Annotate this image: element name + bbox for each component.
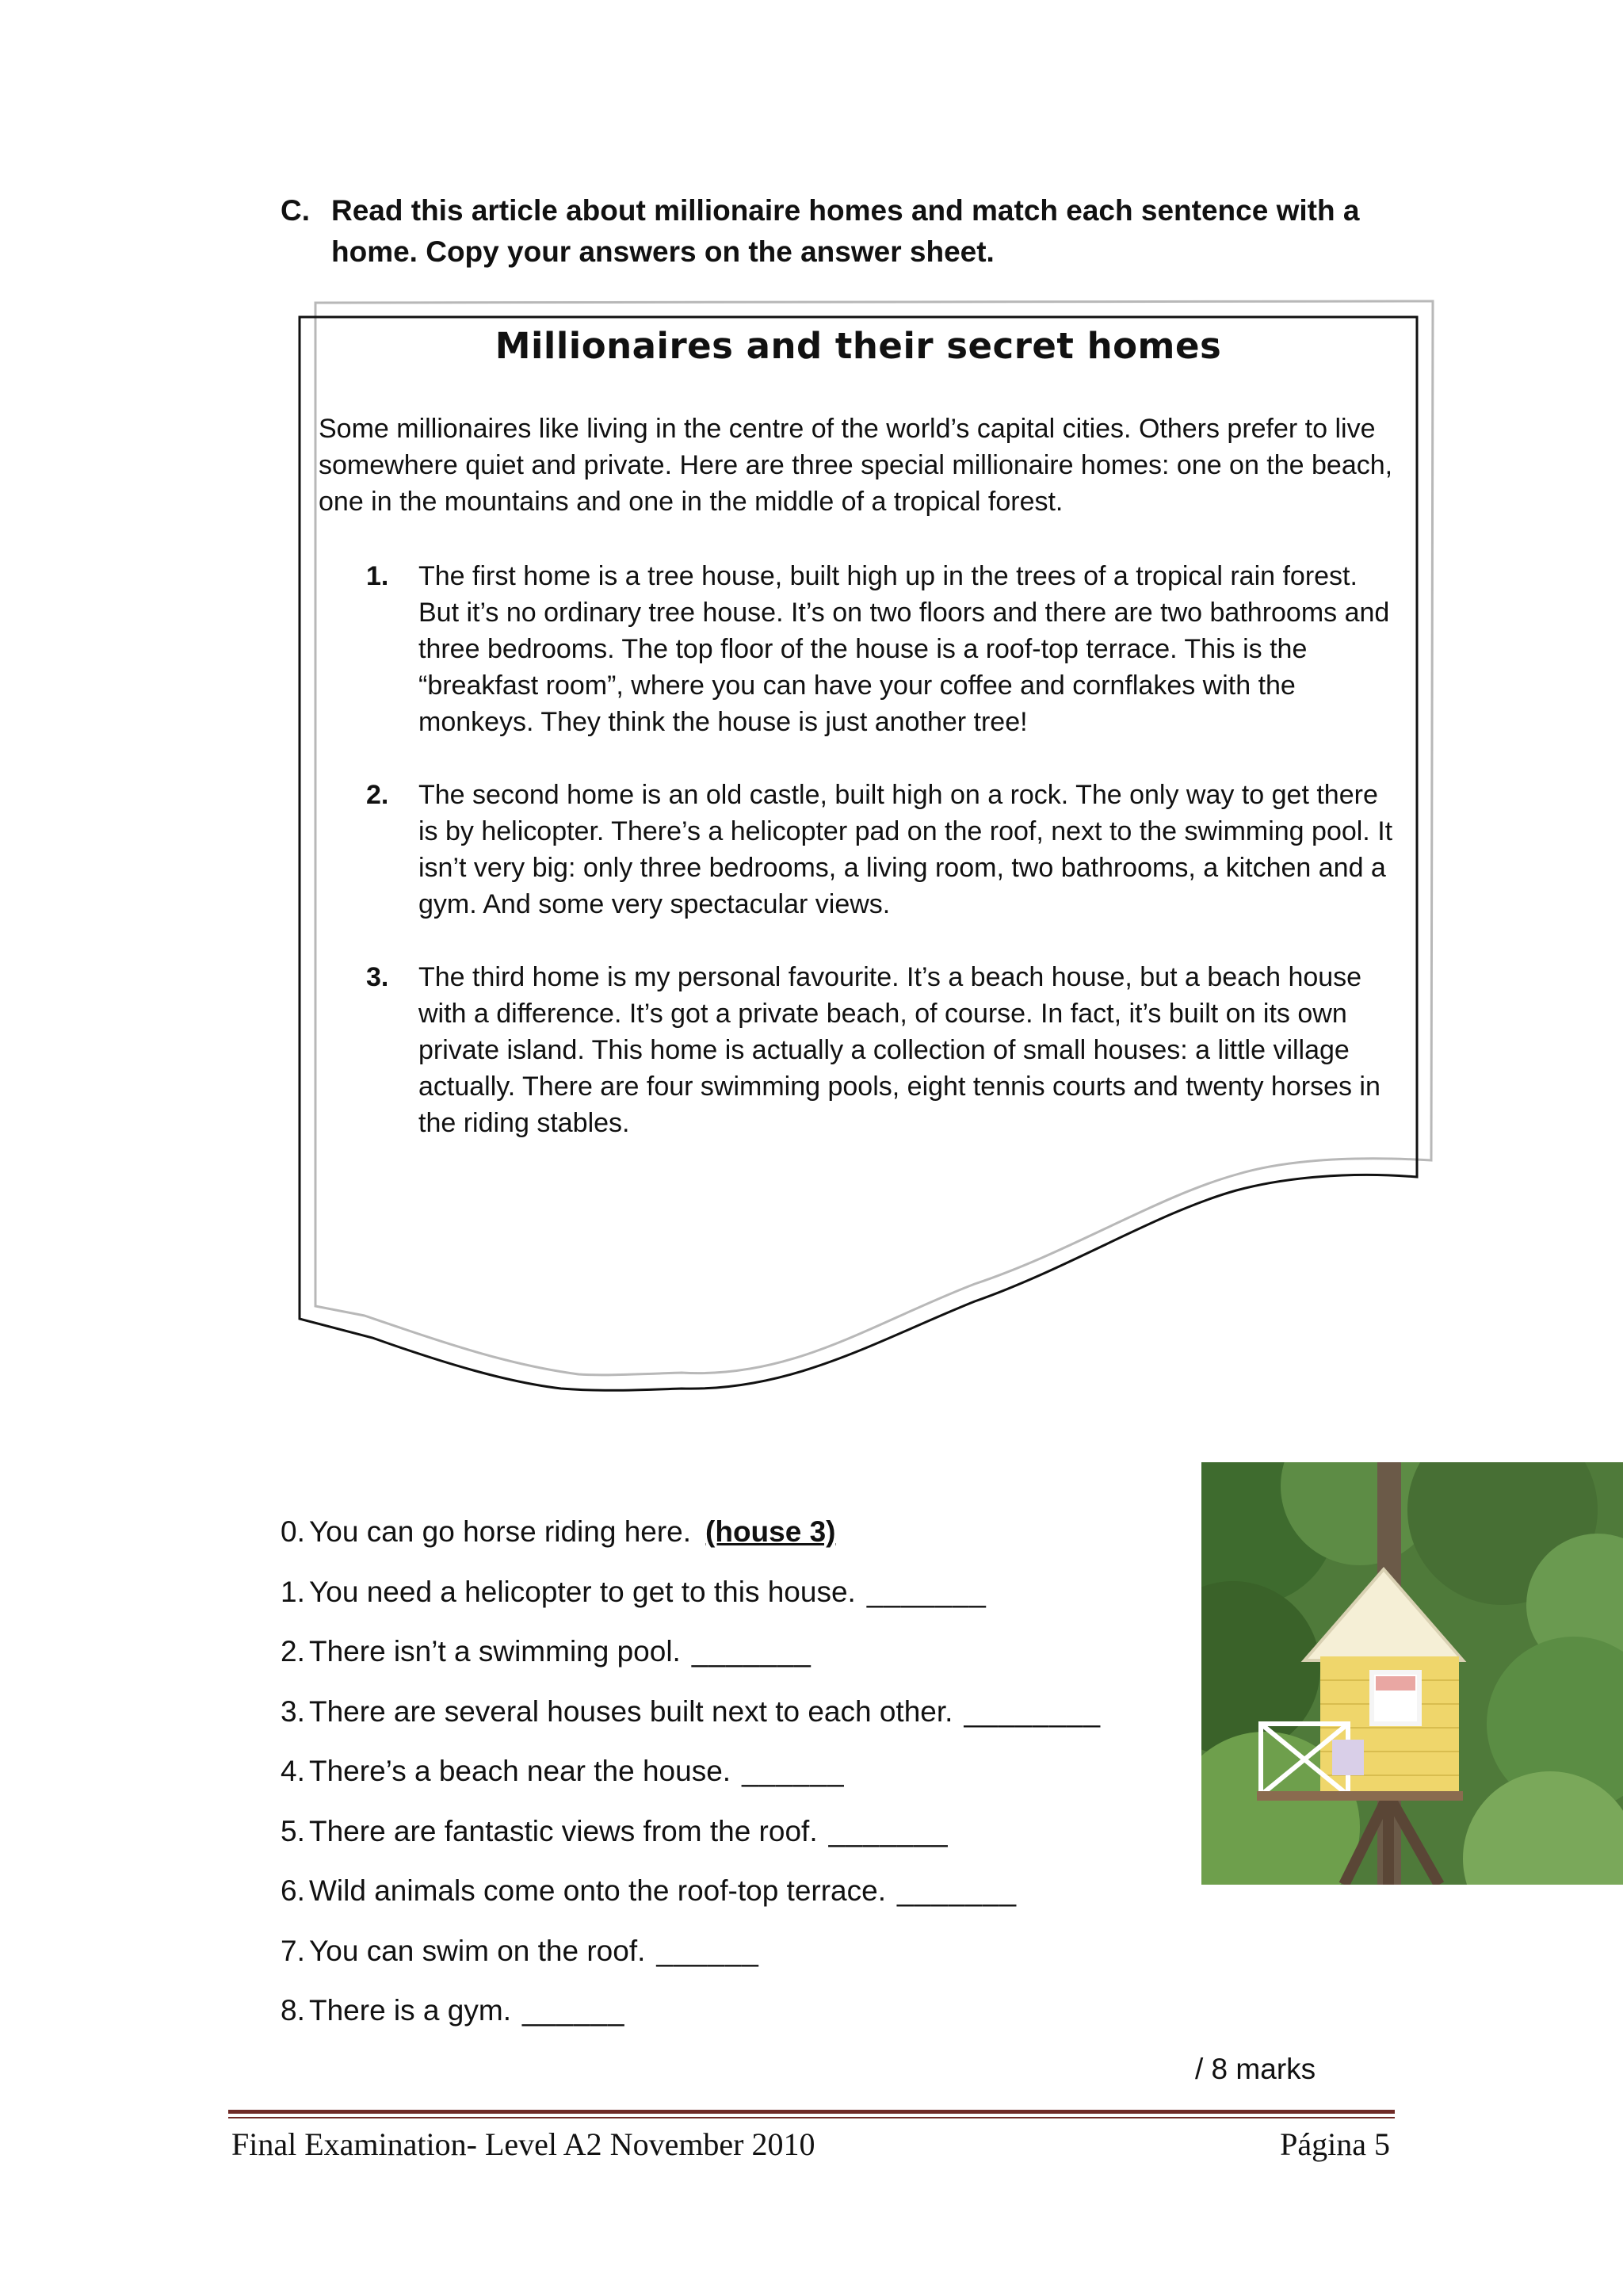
question-number: 5. [281,1814,305,1847]
marks-total: / 8 marks [1195,2053,1316,2085]
question-text: Wild animals come onto the roof-top terrace. [309,1874,886,1907]
question-row [281,1691,1192,1752]
question-text: There are fantastic views from the roof. [309,1814,818,1847]
item-text: The first home is a tree house, built high up in the trees of a tropical rain forest. But it’s no ordinary tree house. It’s on two floors and there are two bathrooms and three bedrooms. The top floor of the house is a roof-top terrace. This is the “breakfast room”, where you can have your coffee and cornflakes with the monkeys. They think the house is just another tree! [418,561,1390,737]
article-item [366,777,1396,923]
question-text: You need a helicopter to get to this house. [309,1575,856,1608]
tree-house-photo [1201,1462,1623,1885]
question-row [281,1511,1192,1572]
article-title: Millionaires and their secret homes [495,325,1222,367]
question-text: There’s a beach near the house. [309,1755,731,1787]
exercise-letter: C. [281,194,310,227]
question-row [281,1931,1192,1991]
answer-blank[interactable]: ______ [742,1755,845,1787]
item-number: 1. [366,561,389,591]
article-intro: Some millionaires like living in the centre of the world’s capital cities. Others prefer to live somewhere quiet and private. Here are three special millionaire homes: one on the beach, one in the mountains and one in the middle of a tropical forest. [319,414,1393,517]
question-row [281,1751,1192,1811]
question-text: You can go horse riding here. [309,1515,692,1548]
footer-exam-title: Final Examination- Level A2 November 2010 [231,2126,815,2162]
article-item [366,558,1396,740]
footer-rule [228,2110,1395,2114]
question-number: 7. [281,1934,305,1967]
answer-blank[interactable]: ______ [656,1934,759,1967]
question-number: 2. [281,1635,305,1668]
article-item [366,959,1396,1141]
item-number: 2. [366,780,389,810]
footer-page-number: Página 5 [1280,2126,1390,2162]
question-number: 6. [281,1874,305,1907]
item-text: The third home is my personal favourite. It’s a beach house, but a beach house with a difference. It’s got a private beach, of course. In fact, it’s built on its own private island. This home is actually a collection of small houses: a little village actually. There are four swimming pools, eight tennis courts and twenty horses in the riding stables. [418,962,1381,1138]
example-answer: (house 3) [705,1515,836,1548]
question-row [281,1631,1192,1691]
item-text: The second home is an old castle, built high on a rock. The only way to get there is by helicopter. There’s a helicopter pad on the roof, next to the swimming pool. It isn’t very big: only three bedrooms, a living room, two bathrooms, a kitchen and a gym. And some very spectacular views. [418,780,1393,919]
question-text: You can swim on the roof. [309,1934,646,1967]
question-text: There are several houses built next to each other. [309,1694,953,1728]
answer-blank[interactable]: ______ [521,1994,625,2027]
instruction-text: Read this article about millionaire homes and match each sentence with a home. Copy your answers on the answer sheet. [331,194,1360,268]
footer-rule-thin [228,2117,1395,2118]
answer-blank[interactable]: _______ [691,1635,812,1668]
question-row [281,1572,1192,1632]
question-number: 1. [281,1575,305,1608]
question-number: 3. [281,1694,305,1728]
question-row [281,1811,1192,1871]
question-number: 0. [281,1515,305,1548]
question-text: There is a gym. [309,1994,511,2027]
matching-questions [281,1511,1192,2050]
question-row [281,1990,1192,2050]
question-number: 8. [281,1994,305,2027]
item-number: 3. [366,962,389,992]
answer-blank[interactable]: _______ [897,1874,1018,1907]
question-row [281,1870,1192,1931]
question-text: There isn’t a swimming pool. [309,1635,681,1668]
answer-blank[interactable]: ________ [964,1694,1102,1728]
answer-blank[interactable]: _______ [828,1814,949,1847]
question-number: 4. [281,1755,305,1787]
answer-blank[interactable]: _______ [866,1575,987,1608]
